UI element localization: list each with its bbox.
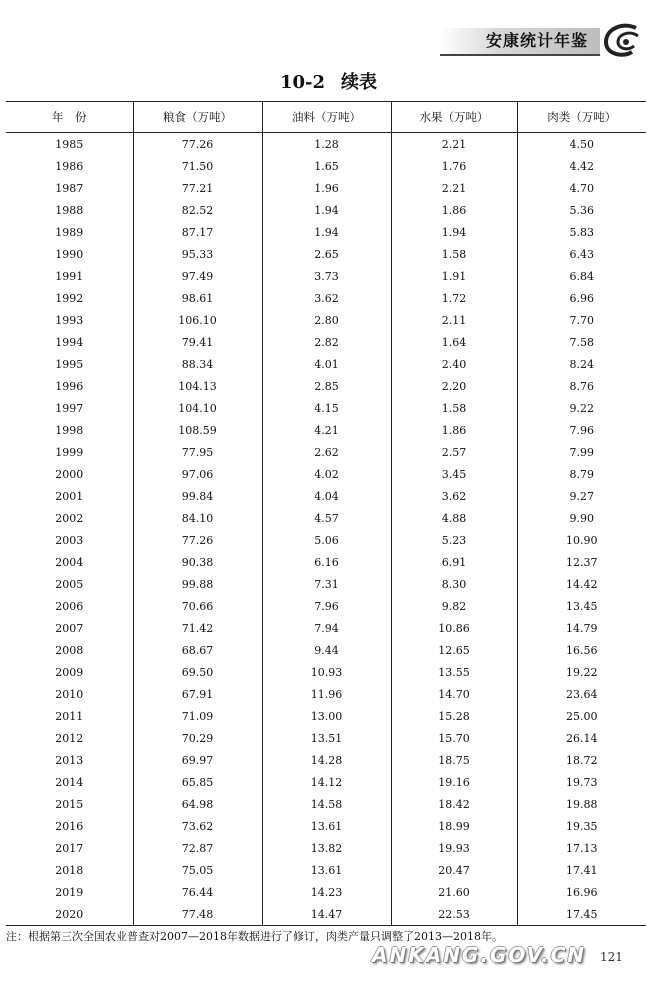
cell-year: 1995 (55, 357, 84, 371)
footnote: 注：根据第三次全国农业普查对2007—2018年数据进行了修订，肉类产量只调整了2013—2018年。 (6, 930, 503, 943)
cell-oilseed: 4.15 (262, 397, 391, 419)
cell-meat: 4.70 (517, 177, 646, 199)
cell-grain: 71.42 (133, 617, 262, 639)
table-row (6, 375, 646, 397)
cell-grain: 64.98 (133, 793, 262, 815)
cell-year: 1997 (55, 401, 84, 415)
cell-fruit: 1.86 (391, 199, 517, 221)
cell-grain: 106.10 (133, 309, 262, 331)
table-row (6, 881, 646, 903)
cell-grain: 69.97 (133, 749, 262, 771)
cell-meat: 8.24 (517, 353, 646, 375)
cell-oilseed: 14.58 (262, 793, 391, 815)
cell-meat: 7.58 (517, 331, 646, 353)
cell-fruit: 3.62 (391, 485, 517, 507)
cell-year: 2007 (55, 621, 84, 635)
cell-fruit: 1.91 (391, 265, 517, 287)
table-row (6, 199, 646, 221)
cell-grain: 97.06 (133, 463, 262, 485)
cell-meat: 7.99 (517, 441, 646, 463)
table-number: 10-2 (279, 72, 326, 93)
cell-fruit: 6.91 (391, 551, 517, 573)
cell-fruit: 9.82 (391, 595, 517, 617)
cell-fruit: 8.30 (391, 573, 517, 595)
cell-oilseed: 11.96 (262, 683, 391, 705)
cell-meat: 7.70 (517, 309, 646, 331)
cell-oilseed: 1.94 (262, 221, 391, 243)
column-header-fruit: 水果（万吨） (391, 102, 517, 133)
table-row (6, 441, 646, 463)
cell-grain: 68.67 (133, 639, 262, 661)
cell-meat: 8.76 (517, 375, 646, 397)
cell-fruit: 14.70 (391, 683, 517, 705)
cell-oilseed: 4.57 (262, 507, 391, 529)
site-watermark: ANKANG.GOV.CN (372, 943, 587, 967)
cell-oilseed: 1.28 (262, 133, 391, 156)
cell-fruit: 1.76 (391, 155, 517, 177)
cell-year: 1990 (55, 247, 84, 261)
cell-oilseed: 4.02 (262, 463, 391, 485)
table-row (6, 639, 646, 661)
table-row (6, 793, 646, 815)
cell-oilseed: 1.94 (262, 199, 391, 221)
table-row (6, 331, 646, 353)
column-header-year: 年 份 (6, 102, 133, 133)
cell-grain: 70.29 (133, 727, 262, 749)
cell-grain: 77.21 (133, 177, 262, 199)
cell-meat: 26.14 (517, 727, 646, 749)
cell-year: 2010 (55, 687, 84, 701)
table-row (6, 573, 646, 595)
cell-fruit: 18.75 (391, 749, 517, 771)
cell-year: 1991 (55, 269, 84, 283)
cell-fruit: 2.11 (391, 309, 517, 331)
cell-fruit: 13.55 (391, 661, 517, 683)
cell-oilseed: 7.31 (262, 573, 391, 595)
cell-year: 1994 (55, 335, 84, 349)
cell-year: 2000 (55, 467, 84, 481)
cell-year: 1987 (55, 181, 84, 195)
cell-oilseed: 10.93 (262, 661, 391, 683)
cell-year: 2005 (55, 577, 84, 591)
cell-year: 2012 (55, 731, 84, 745)
cell-fruit: 15.28 (391, 705, 517, 727)
cell-year: 2016 (55, 819, 84, 833)
cell-meat: 9.22 (517, 397, 646, 419)
table-row (6, 309, 646, 331)
cell-fruit: 1.86 (391, 419, 517, 441)
cell-grain: 77.26 (133, 133, 262, 156)
cell-meat: 12.37 (517, 551, 646, 573)
cell-meat: 19.22 (517, 661, 646, 683)
table-row (6, 397, 646, 419)
cell-oilseed: 14.23 (262, 881, 391, 903)
cell-year: 2015 (55, 797, 84, 811)
table-row (6, 551, 646, 573)
cell-oilseed: 6.16 (262, 551, 391, 573)
yearbook-title: 安康统计年鉴 (486, 31, 589, 50)
cell-meat: 5.83 (517, 221, 646, 243)
cell-grain: 73.62 (133, 815, 262, 837)
cell-meat: 19.88 (517, 793, 646, 815)
cell-grain: 69.50 (133, 661, 262, 683)
cell-fruit: 21.60 (391, 881, 517, 903)
yearbook-logo-icon (600, 22, 646, 60)
cell-oilseed: 1.96 (262, 177, 391, 199)
cell-fruit: 1.94 (391, 221, 517, 243)
cell-meat: 17.13 (517, 837, 646, 859)
cell-oilseed: 3.62 (262, 287, 391, 309)
cell-meat: 23.64 (517, 683, 646, 705)
table-row (6, 771, 646, 793)
cell-meat: 19.35 (517, 815, 646, 837)
cell-fruit: 1.72 (391, 287, 517, 309)
cell-year: 2011 (55, 709, 84, 723)
cell-grain: 108.59 (133, 419, 262, 441)
cell-year: 1993 (55, 313, 84, 327)
cell-grain: 98.61 (133, 287, 262, 309)
cell-fruit: 1.58 (391, 397, 517, 419)
cell-grain: 88.34 (133, 353, 262, 375)
cell-year: 2014 (55, 775, 84, 789)
cell-fruit: 2.40 (391, 353, 517, 375)
cell-meat: 19.73 (517, 771, 646, 793)
table-row (6, 133, 646, 156)
cell-year: 2003 (55, 533, 84, 547)
cell-meat: 16.96 (517, 881, 646, 903)
table-row (6, 221, 646, 243)
table-row (6, 529, 646, 551)
cell-year: 2001 (55, 489, 84, 503)
table-title-text: 续表 (341, 72, 378, 93)
cell-year: 2017 (55, 841, 84, 855)
cell-year: 1992 (55, 291, 84, 305)
cell-meat: 6.84 (517, 265, 646, 287)
table-row (6, 419, 646, 441)
cell-fruit: 19.16 (391, 771, 517, 793)
cell-grain: 87.17 (133, 221, 262, 243)
cell-fruit: 19.93 (391, 837, 517, 859)
cell-fruit: 2.20 (391, 375, 517, 397)
cell-oilseed: 2.62 (262, 441, 391, 463)
cell-grain: 71.50 (133, 155, 262, 177)
cell-grain: 82.52 (133, 199, 262, 221)
cell-meat: 17.41 (517, 859, 646, 881)
table-row (6, 287, 646, 309)
cell-fruit: 2.21 (391, 133, 517, 156)
cell-oilseed: 14.47 (262, 903, 391, 926)
cell-grain: 72.87 (133, 837, 262, 859)
cell-year: 2020 (6, 903, 133, 926)
cell-meat: 8.79 (517, 463, 646, 485)
cell-grain: 99.84 (133, 485, 262, 507)
cell-grain: 70.66 (133, 595, 262, 617)
table-row (6, 903, 646, 926)
cell-fruit: 10.86 (391, 617, 517, 639)
cell-grain: 67.91 (133, 683, 262, 705)
table-row (6, 727, 646, 749)
cell-fruit: 15.70 (391, 727, 517, 749)
page-number: 121 (600, 950, 623, 964)
cell-grain: 90.38 (133, 551, 262, 573)
table-row (6, 595, 646, 617)
table-row (6, 507, 646, 529)
cell-meat: 16.56 (517, 639, 646, 661)
cell-meat: 4.50 (517, 133, 646, 156)
cell-meat: 7.96 (517, 419, 646, 441)
cell-grain: 65.85 (133, 771, 262, 793)
cell-oilseed: 4.01 (262, 353, 391, 375)
cell-year: 2006 (55, 599, 84, 613)
cell-fruit: 4.88 (391, 507, 517, 529)
table-row (6, 837, 646, 859)
cell-fruit: 1.58 (391, 243, 517, 265)
cell-oilseed: 2.82 (262, 331, 391, 353)
cell-fruit: 2.57 (391, 441, 517, 463)
cell-grain: 104.13 (133, 375, 262, 397)
cell-meat: 18.72 (517, 749, 646, 771)
cell-oilseed: 13.61 (262, 815, 391, 837)
cell-oilseed: 13.82 (262, 837, 391, 859)
cell-year: 1989 (55, 225, 84, 239)
table-row (6, 265, 646, 287)
cell-oilseed: 5.06 (262, 529, 391, 551)
cell-oilseed: 7.96 (262, 595, 391, 617)
table-row (6, 705, 646, 727)
cell-fruit: 22.53 (391, 903, 517, 926)
column-header-oilseed: 油料（万吨） (262, 102, 391, 133)
cell-year: 1986 (55, 159, 84, 173)
cell-grain: 97.49 (133, 265, 262, 287)
table-row (6, 177, 646, 199)
cell-meat: 14.42 (517, 573, 646, 595)
cell-fruit: 3.45 (391, 463, 517, 485)
cell-meat: 13.45 (517, 595, 646, 617)
cell-meat: 5.36 (517, 199, 646, 221)
cell-grain: 77.26 (133, 529, 262, 551)
cell-meat: 9.90 (517, 507, 646, 529)
cell-oilseed: 2.80 (262, 309, 391, 331)
cell-oilseed: 3.73 (262, 265, 391, 287)
table-header-row (6, 102, 646, 133)
cell-grain: 104.10 (133, 397, 262, 419)
cell-meat: 4.42 (517, 155, 646, 177)
cell-grain: 79.41 (133, 331, 262, 353)
cell-oilseed: 2.85 (262, 375, 391, 397)
table-row (6, 353, 646, 375)
cell-oilseed: 13.61 (262, 859, 391, 881)
table-title (0, 68, 657, 94)
table-row (6, 683, 646, 705)
cell-year: 2004 (55, 555, 84, 569)
cell-meat: 9.27 (517, 485, 646, 507)
cell-grain: 75.05 (133, 859, 262, 881)
cell-oilseed: 14.28 (262, 749, 391, 771)
cell-meat: 25.00 (517, 705, 646, 727)
cell-fruit: 5.23 (391, 529, 517, 551)
cell-year: 1996 (55, 379, 84, 393)
cell-meat: 17.45 (517, 903, 646, 926)
cell-oilseed: 14.12 (262, 771, 391, 793)
cell-oilseed: 13.00 (262, 705, 391, 727)
cell-fruit: 1.64 (391, 331, 517, 353)
column-header-grain: 粮食（万吨） (133, 102, 262, 133)
cell-oilseed: 4.21 (262, 419, 391, 441)
cell-meat: 6.43 (517, 243, 646, 265)
table-row (6, 617, 646, 639)
cell-year: 2019 (55, 885, 84, 899)
cell-fruit: 18.99 (391, 815, 517, 837)
table-row (6, 463, 646, 485)
cell-year: 2018 (55, 863, 84, 877)
table-row (6, 859, 646, 881)
column-header-meat: 肉类（万吨） (517, 102, 646, 133)
cell-meat: 10.90 (517, 529, 646, 551)
cell-year: 2009 (55, 665, 84, 679)
table-row (6, 243, 646, 265)
cell-year: 1999 (55, 445, 84, 459)
cell-fruit: 18.42 (391, 793, 517, 815)
cell-year: 1985 (55, 137, 84, 151)
cell-year: 2002 (55, 511, 84, 525)
cell-grain: 76.44 (133, 881, 262, 903)
cell-fruit: 2.21 (391, 177, 517, 199)
table-row (6, 661, 646, 683)
cell-grain: 95.33 (133, 243, 262, 265)
cell-oilseed: 1.65 (262, 155, 391, 177)
cell-oilseed: 2.65 (262, 243, 391, 265)
cell-fruit: 12.65 (391, 639, 517, 661)
cell-year: 1988 (55, 203, 84, 217)
cell-meat: 6.96 (517, 287, 646, 309)
cell-grain: 77.48 (133, 903, 262, 926)
cell-oilseed: 4.04 (262, 485, 391, 507)
table-row (6, 749, 646, 771)
table-body (6, 133, 646, 926)
cell-grain: 99.88 (133, 573, 262, 595)
cell-fruit: 20.47 (391, 859, 517, 881)
cell-meat: 14.79 (517, 617, 646, 639)
table-row (6, 815, 646, 837)
cell-grain: 77.95 (133, 441, 262, 463)
table-row (6, 485, 646, 507)
cell-oilseed: 13.51 (262, 727, 391, 749)
cell-oilseed: 7.94 (262, 617, 391, 639)
production-table (6, 101, 646, 926)
cell-grain: 71.09 (133, 705, 262, 727)
cell-year: 1998 (55, 423, 84, 437)
cell-year: 2013 (55, 753, 84, 767)
table-row (6, 155, 646, 177)
cell-year: 2008 (55, 643, 84, 657)
cell-grain: 84.10 (133, 507, 262, 529)
cell-oilseed: 9.44 (262, 639, 391, 661)
